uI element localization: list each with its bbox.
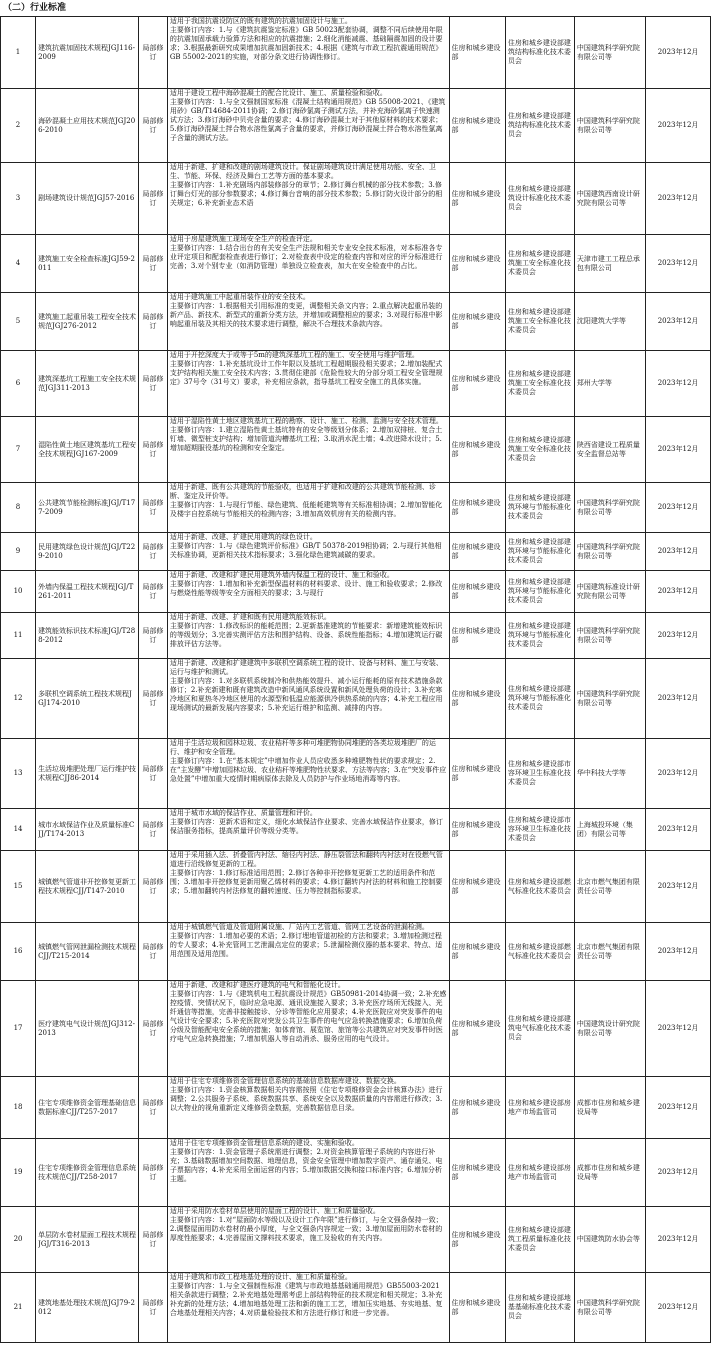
revision-content: 适用于新建、改建和扩建建筑中多联机空调系统工程的设计、设备与材料、施工与安装、运行与维护和测试。 主要修订内容：1.对多联机系统制冷和供热能效提升、减小运行能耗的原有技术措施条款修订；2.补充新建和既有建筑改造中新风通风系统设置和新风处理负荷的设计；3.补充寒冷地区和夏热冬冷地区使用的水源型和低温应能源供冷供热系统的内容；4.补充工程应用现场测试的最新发展内容要求；5.补充运行维护和监测、减排的内容。 <box>167 659 449 739</box>
completion-date: 2023年12月 <box>646 163 711 235</box>
completion-date: 2023年12月 <box>646 981 711 1077</box>
revision-content: 适用于建设工程中海砂混凝土的配合比设计、施工、质量检验和验收。 主要修订内容：1.与全文强制国家标准《混凝土结构通用规范》GB 55008-2021、《建筑用砂》GB/T14684-2011协调；2.修订海砂氯离子测试方法，并补充海砂氯离子快速测试方法；3.修订海砂中贝壳含量的要求；4.修订海砂混凝土对于其他原材料的技术要求；5.修订海砂混凝土拌合物水溶性氯离子含量的要求，并修订海砂混凝土拌合物水溶性氯离子含量的测试方法。 <box>167 89 449 163</box>
standard-name: 建筑施工安全检查标准JGJ59-2011 <box>36 235 139 293</box>
standard-name: 民用建筑绿色设计规范JGJ/T229-2010 <box>36 533 139 571</box>
revision-type: 局部修订 <box>139 1077 168 1139</box>
completion-date: 2023年12月 <box>646 571 711 613</box>
standard-name: 多联机空调系统工程技术规程JGJ174-2010 <box>36 659 139 739</box>
competent-department: 住房和城乡建设部 <box>449 1207 505 1273</box>
completion-date: 2023年12月 <box>646 851 711 923</box>
table-row <box>1 981 711 1077</box>
standard-name: 住宅专项维修资金管理基础信息数据标准CJJ/T257-2017 <box>36 1077 139 1139</box>
row-number: 10 <box>1 571 36 613</box>
completion-date: 2023年12月 <box>646 809 711 851</box>
row-number: 9 <box>1 533 36 571</box>
standard-name: 生活垃圾堆肥处理厂运行维护技术规程CJJ86-2014 <box>36 739 139 809</box>
table-row <box>1 17 711 89</box>
completion-date: 2023年12月 <box>646 1139 711 1207</box>
competent-department: 住房和城乡建设部 <box>449 739 505 809</box>
completion-date: 2023年12月 <box>646 533 711 571</box>
responsible-committee: 住房和城乡建设部燃气标准化技术委员会 <box>505 923 574 981</box>
table-row <box>1 417 711 483</box>
competent-department: 住房和城乡建设部 <box>449 923 505 981</box>
revision-type: 局部修订 <box>139 417 168 483</box>
revision-content: 适用于建筑和市政工程地基处理的设计、施工和质量检验。 主要修订内容：1.与全文强制性标准《建筑与市政地基基础通用规范》GB55003-2021相关条款进行调整；2.补充地基处理需考虑上部结构特征的技术规定和相关规定；3.补充补充新的处理方法；4.增加地基处理工法和新的施工工艺，增加压实地基、夯实地基、复合地基处理相关内容；4.对质量检验技术和方法进行修订和进一步完善。 <box>167 1273 449 1343</box>
drafting-unit: 中国建筑科学研究院有限公司等 <box>574 659 645 739</box>
standards-table <box>0 16 711 1343</box>
table-row <box>1 923 711 981</box>
revision-type: 局部修订 <box>139 235 168 293</box>
drafting-unit: 中国建筑标准设计研究院有限公司等 <box>574 571 645 613</box>
drafting-unit: 成都市住房和城乡建设局等 <box>574 1139 645 1207</box>
responsible-committee: 住房和城乡建设部建筑工程质量标准化技术委员会 <box>505 1207 574 1273</box>
competent-department: 住房和城乡建设部 <box>449 613 505 659</box>
drafting-unit: 中国建筑科学研究院有限公司等 <box>574 89 645 163</box>
standard-name: 建筑地基处理技术规范JGJ79-2012 <box>36 1273 139 1343</box>
revision-type: 局部修订 <box>139 89 168 163</box>
revision-type: 局部修订 <box>139 163 168 235</box>
completion-date: 2023年12月 <box>646 483 711 533</box>
table-row <box>1 809 711 851</box>
drafting-unit: 中国建筑科学研究院有限公司等 <box>574 533 645 571</box>
responsible-committee: 住房和城乡建设部地基基础标准化技术委员会 <box>505 1273 574 1343</box>
standard-name: 城镇燃气管道非开挖修复更新工程技术规程CJJ/T147-2010 <box>36 851 139 923</box>
revision-content: 适用于新建、改建、扩建和既有民用建筑能效标识。 主要修订内容：1.修改标识的能耗范围；2.更新基准建筑的节能要求：新增建筑能效标识的等级划分；3.完善实测评估方法和围护结构、设备、系统性能指标；4.增加建筑运行碳排放评估方法等。 <box>167 613 449 659</box>
responsible-committee: 住房和城乡建设部建筑环境与节能标准化技术委员会 <box>505 483 574 533</box>
table-row <box>1 533 711 571</box>
revision-content: 适用于新建、改建和扩建民用建筑外墙内保温工程的设计、施工和验收。 主要修订内容：1.增加和补充新型保温材料的材料要求、设计、施工和验收要求；2.修改与燃烧性能等级等安全方面相关的要求；3.与现行 <box>167 571 449 613</box>
row-number: 5 <box>1 293 36 351</box>
competent-department: 住房和城乡建设部 <box>449 533 505 571</box>
table-row <box>1 659 711 739</box>
row-number: 15 <box>1 851 36 923</box>
revision-type: 局部修订 <box>139 1207 168 1273</box>
drafting-unit: 中国建筑科学研究院有限公司等 <box>574 17 645 89</box>
responsible-committee: 住房和城乡建设部建筑电气标准化技术委员会 <box>505 981 574 1077</box>
completion-date: 2023年12月 <box>646 17 711 89</box>
completion-date: 2023年12月 <box>646 1207 711 1273</box>
standard-name: 单层防水卷材屋面工程技术规程JGJ/T316-2013 <box>36 1207 139 1273</box>
completion-date: 2023年12月 <box>646 613 711 659</box>
revision-content: 适用于建筑施工中起重吊装作业的安全技术。 主要修订内容：1.根据相关引用标准的变更，调整相关条文内容；2.重点解决起重吊装的新产品、新技术、新型式的重新分类方法，并增加或调整相应的要求；3.对现行标准中影响起重吊装及其相关的技术要求进行调整，解决不合理技术条款内容。 <box>167 293 449 351</box>
responsible-committee: 住房和城乡建设部建筑环境与节能标准化技术委员会 <box>505 659 574 739</box>
row-number: 4 <box>1 235 36 293</box>
drafting-unit: 北京市燃气集团有限责任公司等 <box>574 851 645 923</box>
completion-date: 2023年12月 <box>646 659 711 739</box>
revision-type: 局部修订 <box>139 17 168 89</box>
drafting-unit: 沈阳建筑大学等 <box>574 293 645 351</box>
row-number: 20 <box>1 1207 36 1273</box>
drafting-unit: 中国建筑设计研究院有限公司等 <box>574 981 645 1077</box>
table-row <box>1 739 711 809</box>
competent-department: 住房和城乡建设部 <box>449 351 505 417</box>
revision-content: 适用于新建、扩建和改建的剧场建筑设计。保证剧场建筑设计满足使用功能、安全、卫生、节能、环保、经济及舞台工艺等方面的基本要求。 主要修订内容：1.补充剧场内部装修部分的章节；2.修订舞台机械的部分技术参数；3.修订舞台灯光的部分参数要求；4.修订舞台音响的部分技术参数；5.修订防火设计部分的相关规定；6.补充新业态术语 <box>167 163 449 235</box>
drafting-unit: 天津市建工工程总承包有限公司 <box>574 235 645 293</box>
competent-department: 住房和城乡建设部 <box>449 1139 505 1207</box>
revision-type: 局部修订 <box>139 293 168 351</box>
row-number: 8 <box>1 483 36 533</box>
revision-type: 局部修订 <box>139 533 168 571</box>
responsible-committee: 住房和城乡建设部建筑施工安全标准化技术委员会 <box>505 417 574 483</box>
revision-content: 适用于我国抗震设防区的既有建筑的抗震加固设计与施工。 主要修订内容：1.与《建筑抗震鉴定标准》GB 50023配套协调，调整不同后续使用年限的抗震加固承载力验算方法和相应的抗震措施；2.细化消能减震、基础隔震加固的设计要求；3.根据最新研究成果增加抗震加固新技术；4.根据《建筑与市政工程抗震通用规范》GB 55002-2021的实施，对部分条文进行协调性修订。 <box>167 17 449 89</box>
competent-department: 住房和城乡建设部 <box>449 17 505 89</box>
table-row <box>1 235 711 293</box>
responsible-committee: 住房和城乡建设部建筑环境与节能标准化技术委员会 <box>505 571 574 613</box>
row-number: 19 <box>1 1139 36 1207</box>
table-row <box>1 1139 711 1207</box>
section-title: （二）行业标准 <box>3 3 67 13</box>
standard-name: 建筑施工起重吊装工程安全技术规范JGJ276-2012 <box>36 293 139 351</box>
revision-content: 适用于住宅专项维修资金管理信息系统的基础信息数据库建设、数据交换。 主要修订内容：1.资金核算数据相关内容需按照《住宅专项维修资金会计核算办法》进行调整；2.公共服务子系统、系统数据共享、系统安全以及数据质量的内容需进行修改；3.以大物业的视角重新定义维修资金数据，完善数据信息目录。 <box>167 1077 449 1139</box>
revision-content: 适用于新建、既有公共建筑的节能验收，也适用于扩建和改建的公共建筑节能检测、诊断、鉴定及评价等。 主要修订内容：1.与现行节能、绿色建筑、低能耗建筑等有关标准相协调；2.增加智能化及楼宇自控系统与节能相关的检测内容；3.增加高效机房有关的检测内容。 <box>167 483 449 533</box>
completion-date: 2023年12月 <box>646 739 711 809</box>
row-number: 1 <box>1 17 36 89</box>
row-number: 11 <box>1 613 36 659</box>
table-row <box>1 571 711 613</box>
completion-date: 2023年12月 <box>646 923 711 981</box>
revision-type: 局部修订 <box>139 923 168 981</box>
responsible-committee: 住房和城乡建设部房地产市场监管司 <box>505 1139 574 1207</box>
responsible-committee: 住房和城乡建设部建筑施工安全标准化技术委员会 <box>505 351 574 417</box>
standard-name: 医疗建筑电气设计规范JGJ312-2013 <box>36 981 139 1077</box>
revision-type: 局部修订 <box>139 851 168 923</box>
drafting-unit: 中国建筑科学研究院有限公司等 <box>574 613 645 659</box>
responsible-committee: 住房和城乡建设部市容环境卫生标准化技术委员会 <box>505 739 574 809</box>
table-row <box>1 1077 711 1139</box>
standard-name: 公共建筑节能检测标准JGJ/T177-2009 <box>36 483 139 533</box>
drafting-unit: 华中科技大学等 <box>574 739 645 809</box>
drafting-unit: 中国建筑科学研究院有限公司等 <box>574 483 645 533</box>
table-row <box>1 163 711 235</box>
standard-name: 湿陷性黄土地区建筑基坑工程安全技术规程JGJ167-2009 <box>36 417 139 483</box>
completion-date: 2023年12月 <box>646 293 711 351</box>
standard-name: 城市水域保洁作业及质量标准CJJ/T174-2013 <box>36 809 139 851</box>
drafting-unit: 郑州大学等 <box>574 351 645 417</box>
completion-date: 2023年12月 <box>646 1273 711 1343</box>
drafting-unit: 上海城投环境（集团）有限公司等 <box>574 809 645 851</box>
table-row <box>1 351 711 417</box>
competent-department: 住房和城乡建设部 <box>449 659 505 739</box>
row-number: 12 <box>1 659 36 739</box>
revision-type: 局部修订 <box>139 1139 168 1207</box>
revision-type: 局部修订 <box>139 739 168 809</box>
responsible-committee: 住房和城乡建设部燃气标准化技术委员会 <box>505 851 574 923</box>
competent-department: 住房和城乡建设部 <box>449 483 505 533</box>
row-number: 13 <box>1 739 36 809</box>
completion-date: 2023年12月 <box>646 417 711 483</box>
row-number: 16 <box>1 923 36 981</box>
table-row <box>1 613 711 659</box>
standard-name: 住宅专项维修资金管理信息系统技术规范CJJ/T258-2017 <box>36 1139 139 1207</box>
completion-date: 2023年12月 <box>646 235 711 293</box>
competent-department: 住房和城乡建设部 <box>449 163 505 235</box>
row-number: 14 <box>1 809 36 851</box>
responsible-committee: 住房和城乡建设部建筑设计标准化技术委员会 <box>505 163 574 235</box>
completion-date: 2023年12月 <box>646 89 711 163</box>
standard-name: 外墙内保温工程技术规程JGJ/T261-2011 <box>36 571 139 613</box>
table-row <box>1 1207 711 1273</box>
row-number: 17 <box>1 981 36 1077</box>
revision-type: 局部修订 <box>139 809 168 851</box>
revision-type: 局部修订 <box>139 1273 168 1343</box>
revision-content: 适用于采用防水卷材单层使用的屋面工程的设计、施工和质量验收。 主要修订内容：1.对“屋面防水等级以及设计工作年限”进行修订，与全文强条保持一致；2.调整屋面用防水卷材的最小厚度，与全文强条内容规定一致；3.增加屋面用防水卷材的厚度性能要求；4.完善屋面文撑料技术要求，施工及验收的有关内容。 <box>167 1207 449 1273</box>
responsible-committee: 住房和城乡建设部建筑施工安全标准化技术委员会 <box>505 235 574 293</box>
responsible-committee: 住房和城乡建设部建筑结构标准化技术委员会 <box>505 17 574 89</box>
revision-content: 适用于城镇燃气管道及管道附属设施、厂站内工艺管道、管网工艺设备的泄漏检测。 主要修订内容：1.增加必要的术语；2.修订埋地管道初检的方法和要求；3.增加检测过程的专人要求；4.补充管网工艺泄漏点定位的要求；5.泄漏检测仪器的基本要求、特点、适用范围及适用范围。 <box>167 923 449 981</box>
competent-department: 住房和城乡建设部 <box>449 1273 505 1343</box>
competent-department: 住房和城乡建设部 <box>449 1077 505 1139</box>
row-number: 3 <box>1 163 36 235</box>
drafting-unit: 陕西省建设工程质量安全监督总站等 <box>574 417 645 483</box>
row-number: 7 <box>1 417 36 483</box>
completion-date: 2023年12月 <box>646 351 711 417</box>
competent-department: 住房和城乡建设部 <box>449 809 505 851</box>
standard-name: 建筑深基坑工程施工安全技术规范JGJ311-2013 <box>36 351 139 417</box>
revision-type: 局部修订 <box>139 659 168 739</box>
standard-name: 建筑能效标识技术标准JGJ/T288-2012 <box>36 613 139 659</box>
drafting-unit: 中国建筑西南设计研究院有限公司等 <box>574 163 645 235</box>
revision-content: 适用于采用插入法、折叠管内衬法、缩径内衬法、静压裂管法和翻转内衬法对在役燃气管道进行沿线修复更新的工程。 主要修订内容：1.修订标准适用范围；2.修订各种非开挖修复更新工艺的适用条件和范围；3.增加非开挖修复更新用聚乙烯材料的要求；4.修订翻转内衬法的材料和施工控制要求；5.增加翻转内衬法修复的翻转速度、压力等控制指标要求。 <box>167 851 449 923</box>
table-row <box>1 851 711 923</box>
row-number: 2 <box>1 89 36 163</box>
revision-type: 局部修订 <box>139 483 168 533</box>
competent-department: 住房和城乡建设部 <box>449 417 505 483</box>
standard-name: 海砂混凝土应用技术规范JGJ206-2010 <box>36 89 139 163</box>
revision-content: 适用于住宅专项维修资金管理信息系统的建设、实施和验收。 主要修订内容：1.资金管理子系统需进行调整；2.对资金核算管理子系统的内容进行补充；3.基础数据增加空间数据、地理信息，资金安全管理中增加数字资产、通存通兑、电子票据内容；4.补充采用全面运营的内容；5.增加数据交换和接口标准内容；6.增加分析主题。 <box>167 1139 449 1207</box>
row-number: 18 <box>1 1077 36 1139</box>
responsible-committee: 住房和城乡建设部市容环境卫生标准化技术委员会 <box>505 809 574 851</box>
standard-name: 建筑抗震加固技术规程JGJ116-2009 <box>36 17 139 89</box>
revision-content: 适用于新建、改建和扩建医疗建筑的电气和智能化设计。 主要修订内容：1.与《建筑机电工程抗震设计规范》GB50981-2014协调一致；2.补充感控疫情、突情状况下，临时应急电源、通讯设施接入要求；3.补充医疗场所无线接入、光纤通信等措施，完善非接触接诊、分诊等智能化应用要求；4.补充医院应对突发事件的电气设计安全要求；5.补充医院对突发公共卫生事件的电气应急转换措施要求；6.增加负荷分级及智能配电安全系统的措施；如体育馆、展览馆、旅馆等公共建筑应对突发事件时医疗电气应急转换措施；7.增加机器人等自动消杀、服务应用的电气设计。 <box>167 981 449 1077</box>
revision-content: 适用于开挖深度大于或等于5m的建筑深基坑工程的施工、安全使用与维护管理。 主要修订内容：1.补充基坑设计工作年限以及基坑工程超期服役相关要求；2.增加装配式支护结构相关施工安全技术内容；3.贯彻住建部《危险性较大的分部分项工程安全管理规定》37号令（31号文）要求，补充相应条款，指导基坑工程安全施工的具体实施。 <box>167 351 449 417</box>
competent-department: 住房和城乡建设部 <box>449 235 505 293</box>
competent-department: 住房和城乡建设部 <box>449 851 505 923</box>
drafting-unit: 中国建筑科学研究院有限公司等 <box>574 1273 645 1343</box>
table-row <box>1 483 711 533</box>
responsible-committee: 住房和城乡建设部房地产市场监管司 <box>505 1077 574 1139</box>
revision-content: 适用于城市水域的保洁作业、质量管理和评价。 主要修订内容：更新术语和定义，细化水域保洁作业要求、完善水域保洁作业要求，修订保洁服务指标，提高质量评价等级分类等。 <box>167 809 449 851</box>
standard-name: 城镇燃气管网泄漏检测技术规程CJJ/T215-2014 <box>36 923 139 981</box>
responsible-committee: 住房和城乡建设部建筑环境与节能标准化技术委员会 <box>505 533 574 571</box>
revision-content: 适用于湿陷性黄土地区建筑基坑工程的勘察、设计、施工、检测、监测与安全技术管理。 主要修订内容：1.建立湿陷性黄土基坑特有的安全等级划分体系；2.增加双排桩、复合土钉墙、微型桩支护结构；增加管道沟槽基坑工程；3.取消水泥土墙；4.改进降水设计；5.增加超期服役基坑的检测和安全鉴定。 <box>167 417 449 483</box>
row-number: 6 <box>1 351 36 417</box>
row-number: 21 <box>1 1273 36 1343</box>
responsible-committee: 住房和城乡建设部建筑结构标准化技术委员会 <box>505 89 574 163</box>
table-row <box>1 1273 711 1343</box>
competent-department: 住房和城乡建设部 <box>449 89 505 163</box>
drafting-unit: 中国建筑防水协会等 <box>574 1207 645 1273</box>
completion-date: 2023年12月 <box>646 1077 711 1139</box>
revision-type: 局部修订 <box>139 351 168 417</box>
responsible-committee: 住房和城乡建设部建筑施工安全标准化技术委员会 <box>505 293 574 351</box>
revision-content: 适用于新建、改建、扩建民用建筑的绿色设计。 主要修订内容：1.与《绿色建筑评价标准》GB/T 50378-2019相协调；2.与现行其他相关标准协调，更新相关技术指标要求；3.强化绿色建筑减碳的要求。 <box>167 533 449 571</box>
revision-type: 局部修订 <box>139 613 168 659</box>
competent-department: 住房和城乡建设部 <box>449 571 505 613</box>
revision-type: 局部修订 <box>139 571 168 613</box>
standard-name: 剧场建筑设计规范JGJ57-2016 <box>36 163 139 235</box>
competent-department: 住房和城乡建设部 <box>449 981 505 1077</box>
table-row <box>1 293 711 351</box>
competent-department: 住房和城乡建设部 <box>449 293 505 351</box>
revision-content: 适用于房屋建筑施工现场安全生产的检查评定。 主要修订内容：1.结合出台的有关安全生产法规和相关专业安全技术标准，对本标准各专业评定项目和配套检查表进行修订；2.对检查表中设定的检查内容和对应的评分标准进行完善；3.对个别专业（如消防管理）单独设立检查表，加大在安全检查中的占比。 <box>167 235 449 293</box>
revision-type: 局部修订 <box>139 981 168 1077</box>
drafting-unit: 成都市住房和城乡建设局等 <box>574 1077 645 1139</box>
responsible-committee: 住房和城乡建设部建筑环境与节能标准化技术委员会 <box>505 613 574 659</box>
table-row <box>1 89 711 163</box>
drafting-unit: 北京市燃气集团有限责任公司等 <box>574 923 645 981</box>
revision-content: 适用于生活垃圾和园林垃圾、农业秸秆等多种可堆肥物协同堆肥的各类垃圾堆肥厂的运行、维护和安全管理。 主要修订内容：1.在“基本规定”中增加作业人员应收悉多种堆肥物性状的要求规定；2.在“主发酵”中增加园林垃圾、农业秸秆等堆肥物性状要求、方法等内容；3.在“突发事件应急处置”中增加重大疫情时期病原体去除及人员防护与作业场地消毒等内容。 <box>167 739 449 809</box>
